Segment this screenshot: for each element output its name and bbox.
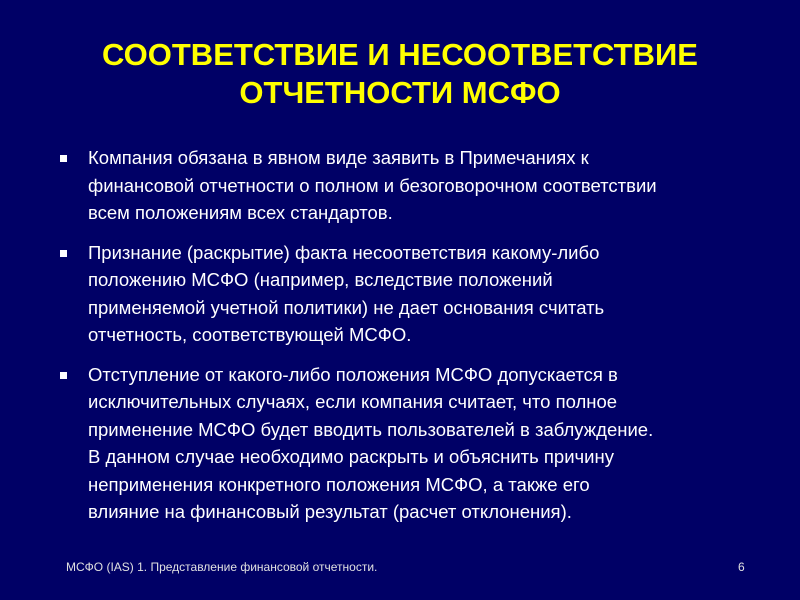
bullet-text-line: Отступление от какого-либо положения МСФО допускается в: [88, 363, 618, 385]
bullet-text: [88, 144, 758, 227]
bullet-text-line: влияние на финансовый результат (расчет отклонения).: [88, 501, 572, 522]
slide-footer: МСФО (IAS) 1. Представление финансовой отчетности.: [66, 560, 378, 574]
bullet-text-line: отчетность, соответствующей МСФО.: [88, 324, 412, 345]
bullet-text-line: применение МСФО будет вводить пользователей в заблуждение.: [88, 418, 654, 440]
bullet-text: [88, 361, 758, 526]
square-bullet-icon: [60, 372, 67, 379]
slide-title: [40, 36, 760, 112]
slide-title-line: СООТВЕТСТВИЕ И НЕСООТВЕТСТВИЕ: [102, 37, 698, 72]
slide-title-line: ОТЧЕТНОСТИ МСФО: [239, 75, 561, 110]
bullet-text: [88, 239, 758, 349]
square-bullet-icon: [60, 155, 67, 162]
bullet-text-line: Компания обязана в явном виде заявить в Примечаниях к: [88, 147, 589, 168]
square-bullet-icon: [60, 250, 67, 257]
bullet-item: [58, 144, 758, 227]
bullet-text-line: финансовой отчетности о полном и безоговорочном соответствии: [88, 174, 657, 196]
bullet-text-line: В данном случае необходимо раскрыть и объяснить причину: [88, 446, 614, 467]
bullet-text-line: применяемой учетной политики) не дает основания считать: [88, 296, 605, 318]
bullet-list: [58, 144, 758, 538]
bullet-item: [58, 239, 758, 349]
bullet-item: [58, 361, 758, 526]
bullet-text-line: Признание (раскрытие) факта несоответствия какому-либо: [88, 241, 600, 263]
bullet-text-line: исключительных случаях, если компания считает, что полное: [88, 391, 618, 412]
bullet-text-line: неприменения конкретного положения МСФО, а также его: [88, 473, 590, 495]
page-number: 6: [738, 560, 745, 574]
bullet-text-line: положению МСФО (например, вследствие положений: [88, 269, 553, 290]
bullet-text-line: всем положениям всех стандартов.: [88, 202, 393, 223]
